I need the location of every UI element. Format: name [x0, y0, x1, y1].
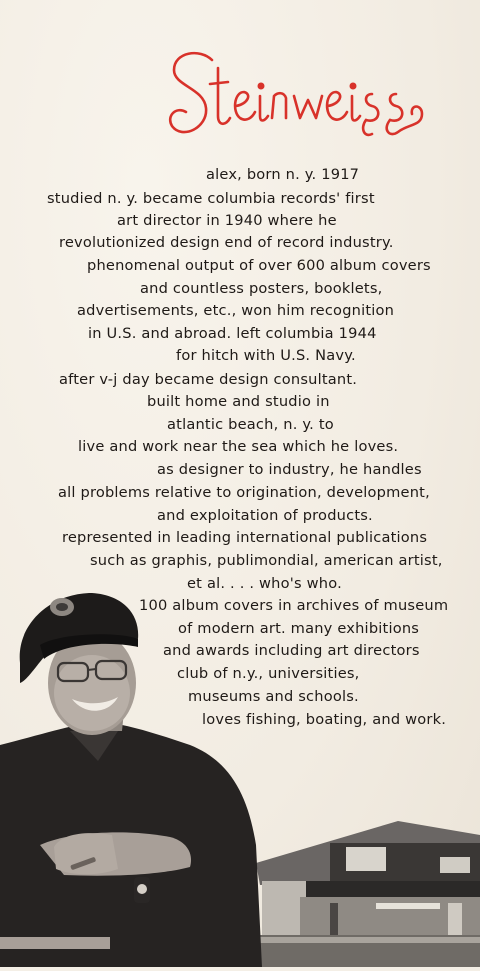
bio-line: for hitch with U.S. Navy.	[176, 347, 356, 364]
bio-line: art director in 1940 where he	[117, 212, 337, 229]
man-in-captain-hat	[0, 593, 262, 967]
bio-line: revolutionized design end of record industry.	[59, 234, 394, 251]
bio-line: built home and studio in	[147, 393, 330, 410]
bio-line: after v-j day became design consultant.	[59, 371, 358, 388]
bio-line: and exploitation of products.	[157, 507, 373, 524]
bio-line: studied n. y. became columbia records' first	[47, 190, 375, 207]
bio-line: museums and schools.	[188, 688, 359, 705]
bio-line: and countless posters, booklets,	[140, 280, 383, 297]
bio-line: all problems relative to origination, development,	[58, 484, 430, 501]
bio-line: loves fishing, boating, and work.	[202, 711, 447, 728]
bio-line: alex, born n. y. 1917	[206, 166, 360, 183]
bio-line: as designer to industry, he handles	[157, 461, 422, 478]
bio-line: such as graphis, publimondial, american artist,	[90, 552, 443, 569]
bio-line: atlantic beach, n. y. to	[167, 416, 334, 433]
portrait-photo	[0, 585, 480, 967]
bio-line: and awards including art directors	[163, 642, 420, 659]
bio-line: 100 album covers in archives of museum	[139, 597, 449, 614]
bio-line: advertisements, etc., won him recognition	[77, 302, 395, 319]
bio-line: represented in leading international publications	[62, 529, 428, 546]
bio-line: et al. . . . who's who.	[187, 575, 342, 592]
bio-line: in U.S. and abroad. left columbia 1944	[88, 325, 377, 342]
bio-line: of modern art. many exhibitions	[178, 620, 420, 637]
bio-line: phenomenal output of over 600 album covers	[87, 257, 431, 274]
bio-line: club of n.y., universities,	[177, 665, 360, 682]
bio-line: live and work near the sea which he loves.	[78, 438, 399, 455]
